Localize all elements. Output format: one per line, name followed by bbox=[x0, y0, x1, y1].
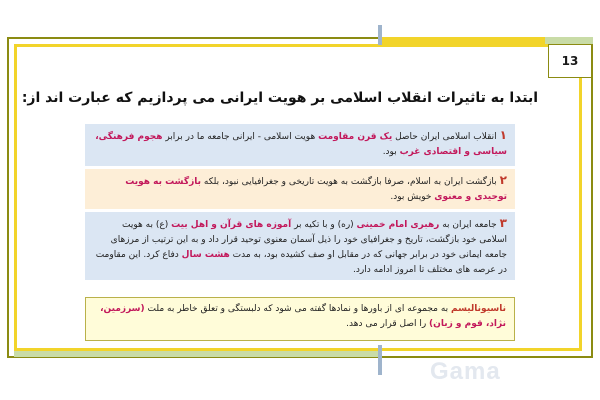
highlighted-text: بازگشت به هویت توحیدی و معنوی bbox=[125, 177, 507, 202]
page-title: ابتدا به تاثیرات انقلاب اسلامی بر هویت ایرانی می پردازیم که عبارت اند از: bbox=[21, 90, 538, 106]
page-number: 13 bbox=[548, 44, 592, 78]
definition-note bbox=[85, 297, 515, 341]
highlighted-text: (سرزمین، نژاد، قوم و زبان) bbox=[100, 304, 506, 329]
text-segment: را اصل قرار می دهد. bbox=[346, 319, 430, 329]
watermark-logo: Gama bbox=[430, 358, 501, 385]
point-1 bbox=[85, 124, 515, 166]
point-text bbox=[95, 132, 507, 157]
text-segment: انقلاب اسلامی ایران حاصل bbox=[392, 132, 497, 142]
text-segment: (ع) به هویت اسلامی خود بازگشت، تاریخ و جغرافیای خود را ذیل آسمان معنوی توحید قرار داد و به این ترتیب از مرزهای جامعه ایمانی خود در برابر جهانی که در مقابل او صف کشیده بود، به مدت bbox=[110, 220, 507, 260]
point-number: ۱ bbox=[499, 128, 507, 142]
highlighted-text: ناسیونالیسم bbox=[451, 304, 506, 314]
top-accent-bar bbox=[380, 37, 545, 44]
note-text bbox=[100, 304, 506, 329]
point-number: ۲ bbox=[499, 173, 507, 187]
point-text bbox=[96, 220, 507, 275]
text-segment: خویش بود. bbox=[390, 192, 435, 202]
text-segment: (ره) و با تکیه بر bbox=[291, 220, 357, 230]
top-vertical-accent bbox=[378, 25, 382, 45]
text-segment: بود. bbox=[382, 147, 400, 157]
point-3 bbox=[85, 212, 515, 280]
highlighted-text: هجوم فرهنگی، سیاسی و اقتصادی غرب bbox=[95, 132, 507, 157]
text-segment: به مجموعه ای از باورها و نمادها گفته می شود که دلبستگی و تعلق خاطر به ملت bbox=[144, 304, 452, 314]
highlighted-text: رهبری امام خمینی bbox=[356, 220, 440, 230]
point-2 bbox=[85, 169, 515, 209]
text-segment: بازگشت ایران به اسلام، صرفا بازگشت به هویت تاریخی و جغرافیایی نبود، بلکه bbox=[201, 177, 497, 187]
bottom-vertical-accent bbox=[378, 345, 382, 375]
highlighted-text: یک قرن مقاومت bbox=[318, 132, 393, 142]
point-number: ۳ bbox=[499, 216, 507, 230]
top-accent-bar-green bbox=[545, 37, 593, 44]
highlighted-text: آموزه های قرآن و اهل بیت bbox=[171, 220, 292, 230]
text-segment: هویت اسلامی - ایرانی جامعه ما در برابر bbox=[162, 132, 319, 142]
bottom-accent-bar bbox=[14, 351, 382, 357]
text-segment: جامعه ایران به bbox=[439, 220, 497, 230]
point-text bbox=[125, 177, 507, 202]
highlighted-text: هشت سال bbox=[181, 250, 230, 260]
text-segment: دفاع کرد. این مقاومت در عرصه های مختلف تا امروز ادامه دارد. bbox=[95, 250, 507, 275]
